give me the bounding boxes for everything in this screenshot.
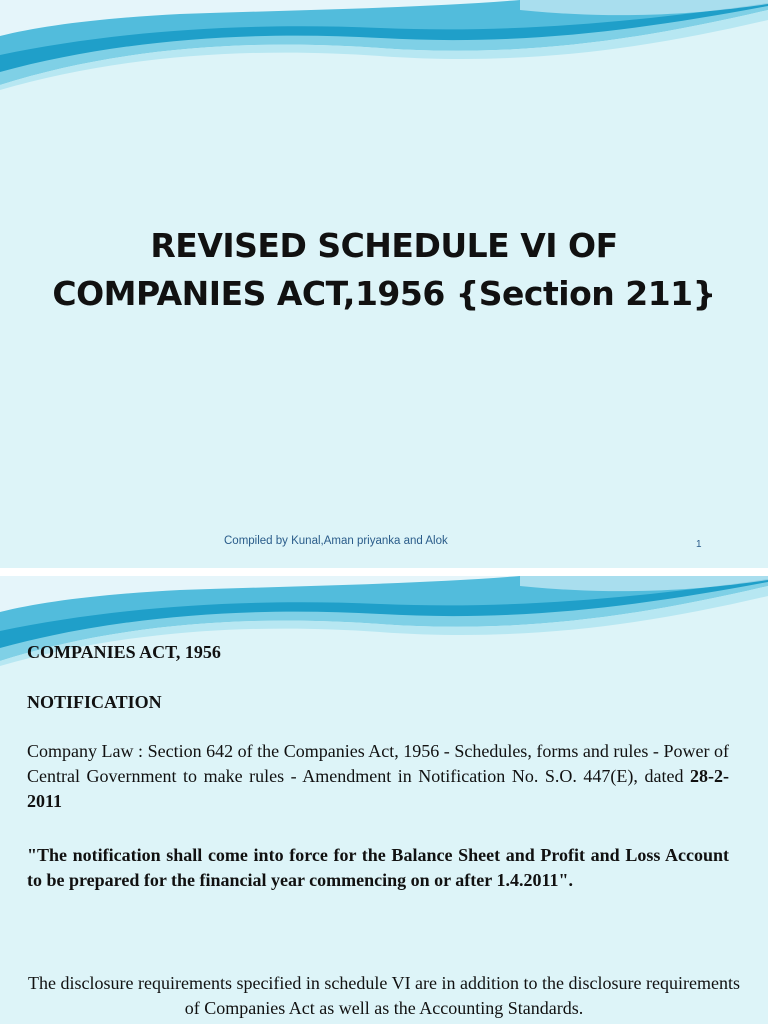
author-credit: Compiled by Kunal,Aman priyanka and Alok	[224, 535, 448, 547]
slide-2	[0, 576, 768, 1024]
company-law-text: Company Law : Section 642 of the Companies Act, 1956 - Schedules, forms and rules - Power of Central Government to make rules - Amendment in Notification No. S.O. 447(E), dated	[27, 741, 729, 786]
company-law-paragraph	[27, 739, 729, 814]
disclosure-paragraph: The disclosure requirements specified in schedule VI are in addition to the disclosure requirements of Companies Act as well as the Accounting Standards.	[28, 973, 740, 1018]
notification-date: 28-2-2011	[27, 766, 729, 811]
notification-heading: NOTIFICATION	[27, 692, 162, 712]
title-line-1: REVISED SCHEDULE VI OF	[150, 226, 618, 265]
title-line-2: COMPANIES ACT,1956 {Section 211}	[52, 274, 716, 313]
slide-title	[0, 222, 768, 318]
header-wave-decoration	[0, 0, 768, 90]
act-heading: COMPANIES ACT, 1956	[27, 642, 221, 662]
notification-quote: "The notification shall come into force for the Balance Sheet and Profit and Loss Account to be prepared for the financial year commencing on or after 1.4.2011".	[27, 845, 729, 890]
page-number: 1	[696, 539, 702, 550]
